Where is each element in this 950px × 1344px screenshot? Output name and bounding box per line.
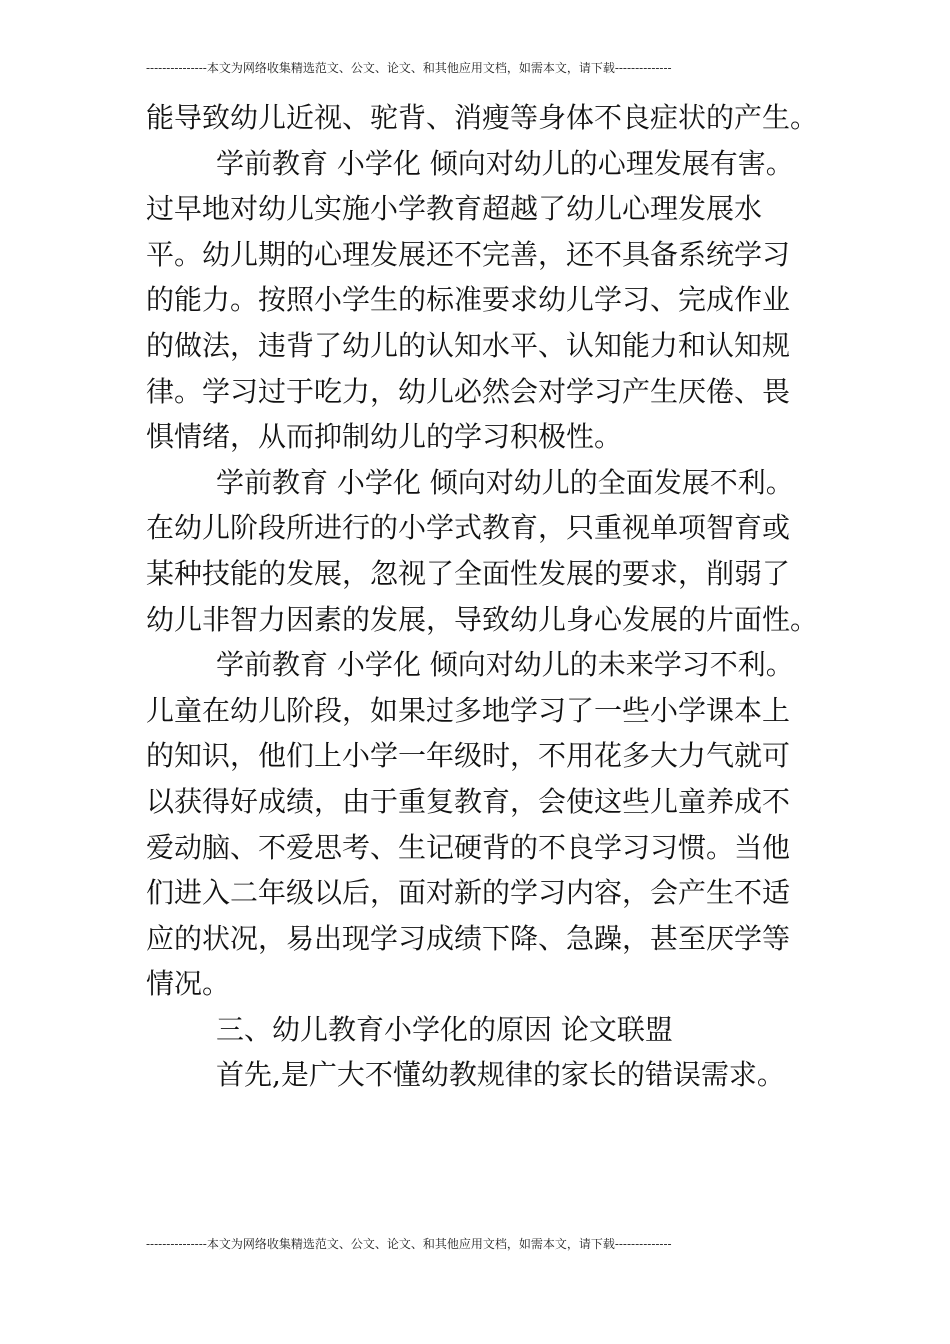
text-line: 应的状况，易出现学习成绩下降、急躁，甚至厌学等 <box>146 921 791 955</box>
text-line: 首先,是广大不懂幼教规律的家长的错误需求。 <box>216 1058 785 1092</box>
text-line: 学前教育 小学化 倾向对幼儿的心理发展有害。 <box>216 146 794 180</box>
text-line: 能导致幼儿近视、驼背、消瘦等身体不良症状的产生。 <box>146 101 819 134</box>
text-line: 律。学习过于吃力，幼儿必然会对学习产生厌倦、畏 <box>146 374 791 408</box>
document-body <box>146 95 819 1098</box>
text-line: 某种技能的发展，忽视了全面性发展的要求，削弱了 <box>146 556 791 590</box>
text-line: 的做法，违背了幼儿的认知水平、认知能力和认知规 <box>146 328 791 362</box>
text-line: 平。幼儿期的心理发展还不完善，还不具备系统学习 <box>146 237 791 271</box>
text-line: 幼儿非智力因素的发展，导致幼儿身心发展的片面性。 <box>146 602 819 636</box>
text-line: 学前教育 小学化 倾向对幼儿的全面发展不利。 <box>216 465 794 499</box>
text-line: 过早地对幼儿实施小学教育超越了幼儿心理发展水 <box>146 192 763 226</box>
text-line: 爱动脑、不爱思考、生记硬背的不良学习习惯。当他 <box>146 830 791 864</box>
text-line: 儿童在幼儿阶段，如果过多地学习了一些小学课本上 <box>146 693 791 727</box>
text-line: 情况。 <box>146 967 231 1001</box>
section-heading: 三、幼儿教育小学化的原因 论文联盟 <box>216 1012 673 1046</box>
text-line: 在幼儿阶段所进行的小学式教育，只重视单项智育或 <box>146 511 791 545</box>
text-line: 惧情绪，从而抑制幼儿的学习积极性。 <box>146 420 623 454</box>
footer-banner: ---------------本文为网络收集精选范文、公文、论文、和其他应用文档，如需本文，请下载-------------- <box>146 1237 672 1251</box>
text-line: 学前教育 小学化 倾向对幼儿的未来学习不利。 <box>216 648 794 682</box>
text-line: 的能力。按照小学生的标准要求幼儿学习、完成作业 <box>146 283 791 317</box>
text-line: 们进入二年级以后，面对新的学习内容，会产生不适 <box>146 876 791 910</box>
header-banner: ---------------本文为网络收集精选范文、公文、论文、和其他应用文档，如需本文，请下载-------------- <box>146 61 672 75</box>
text-line: 的知识，他们上小学一年级时，不用花多大力气就可 <box>146 739 791 773</box>
text-line: 以获得好成绩，由于重复教育，会使这些儿童养成不 <box>146 784 791 818</box>
